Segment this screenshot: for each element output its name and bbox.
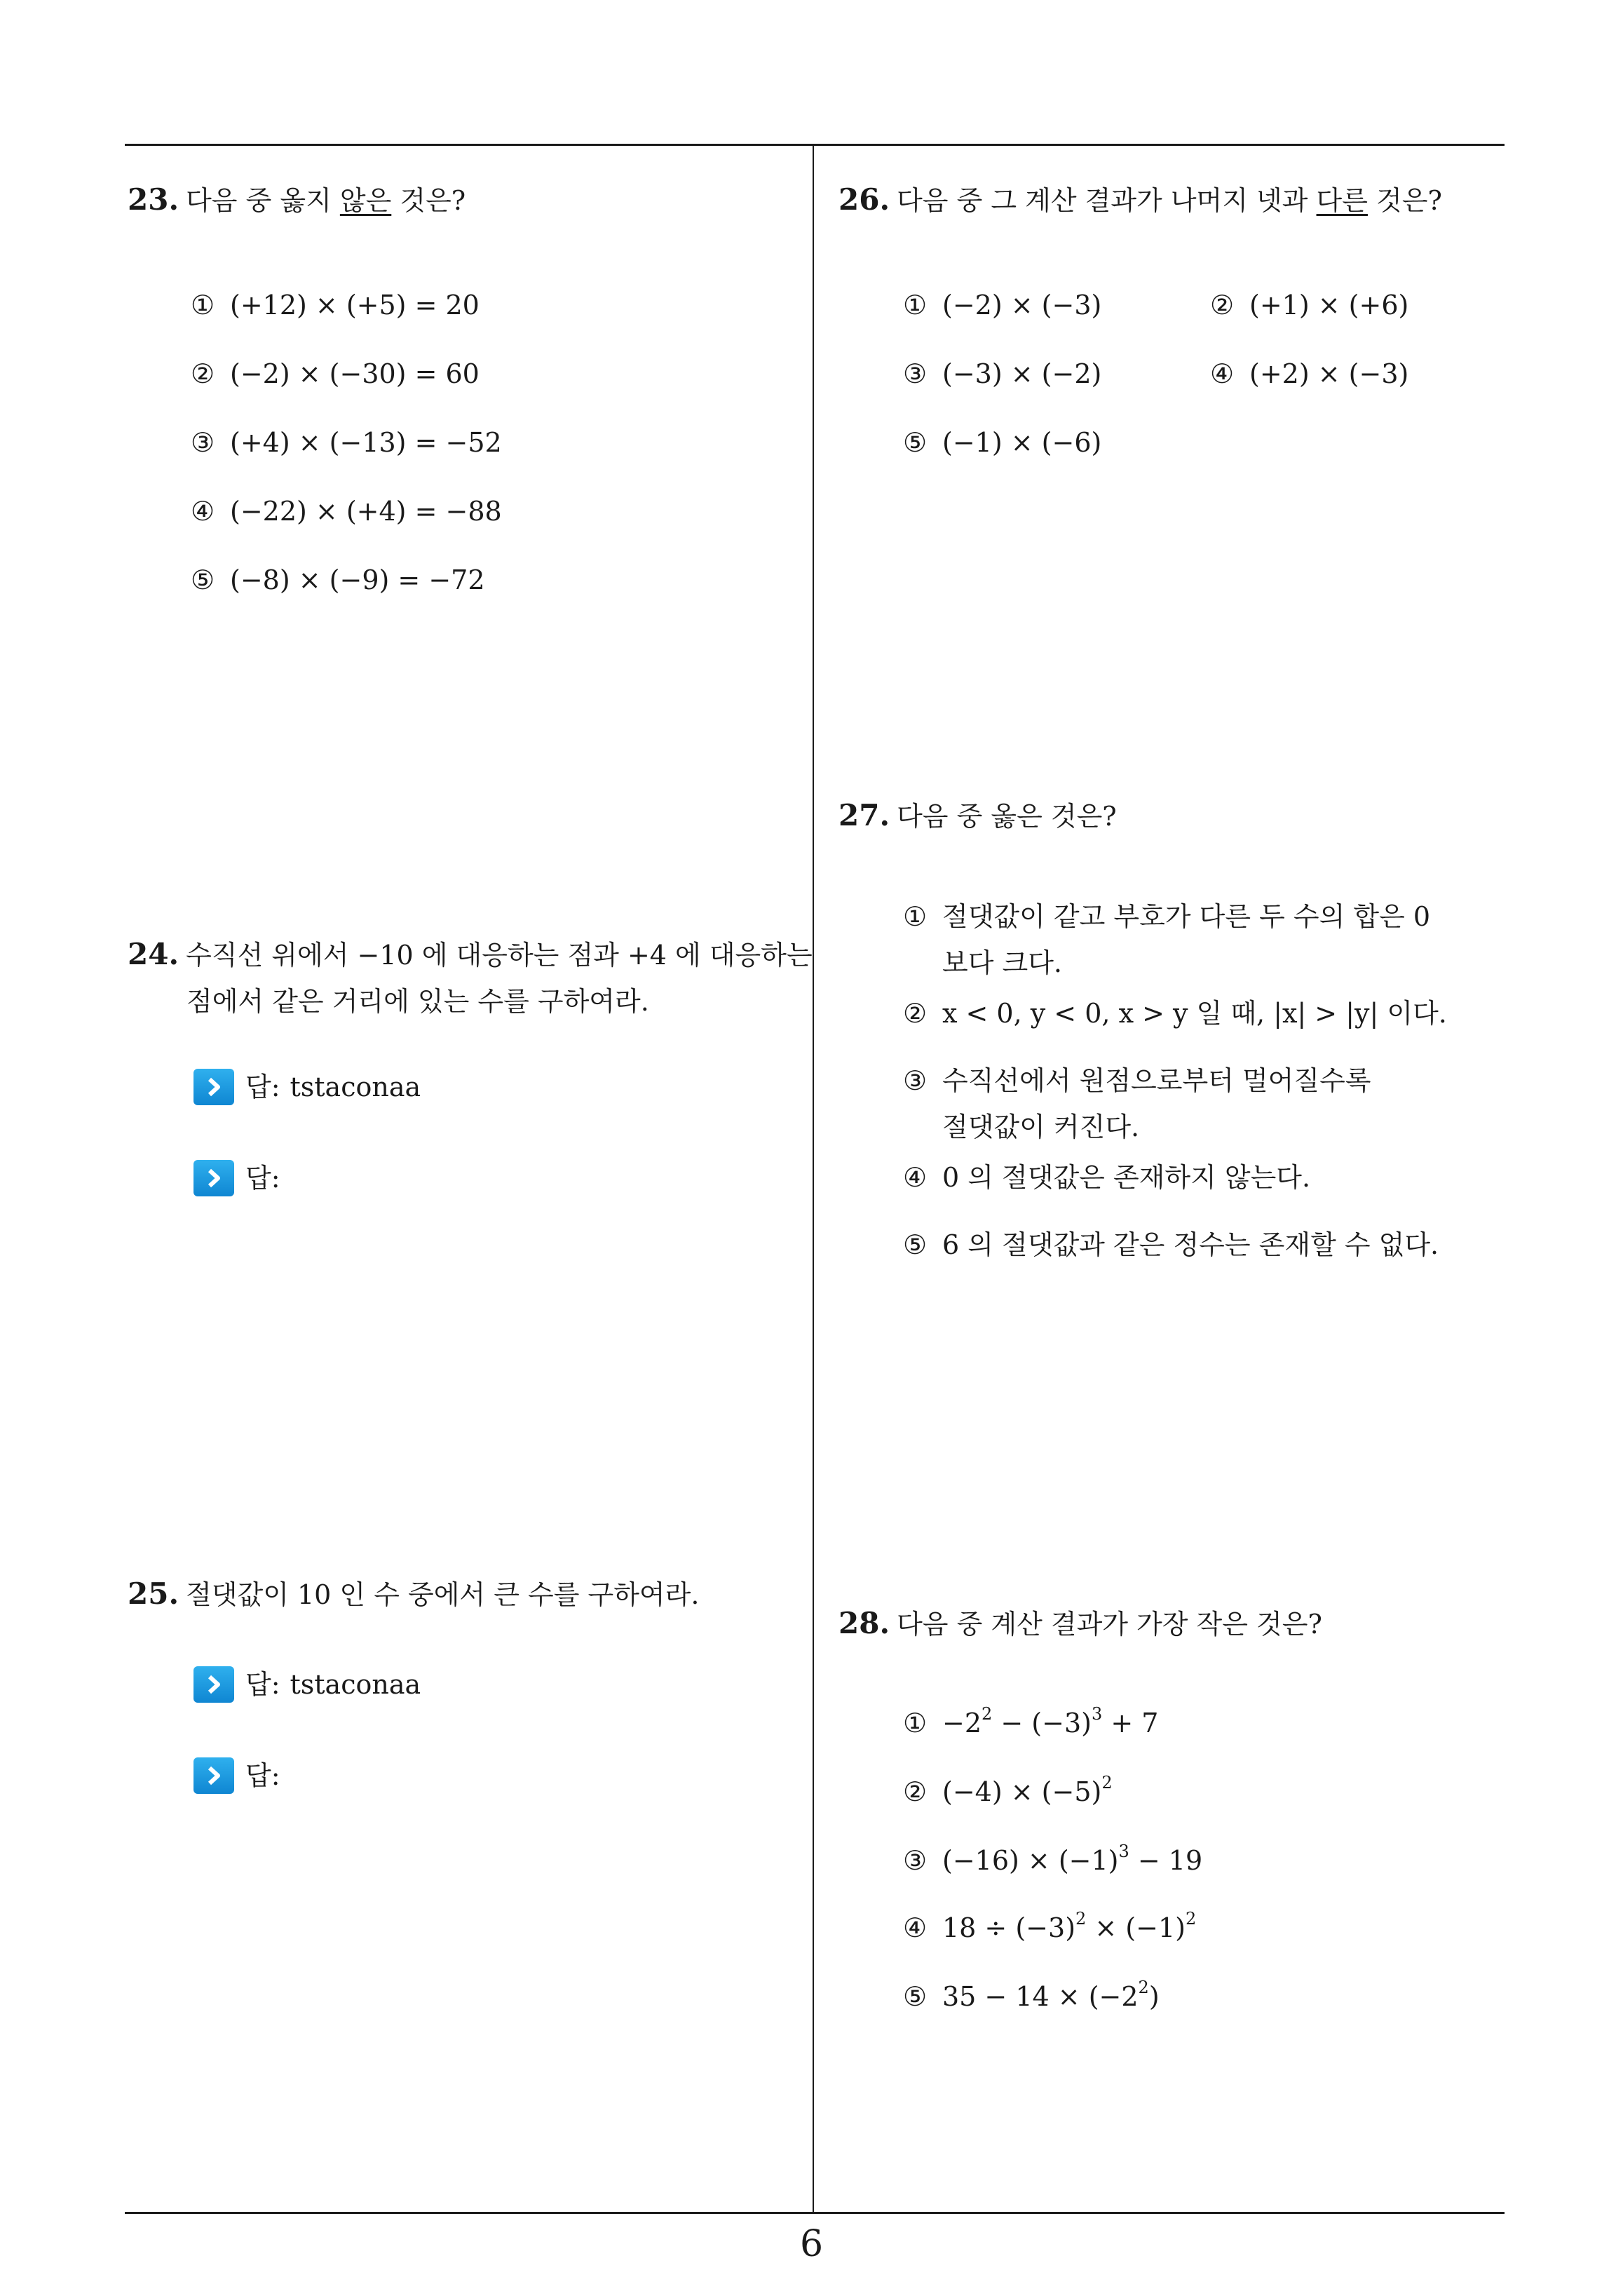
question-number: 24.: [128, 937, 179, 971]
q28-option-1[interactable]: ① $-2^2 - (-3)^3 + 7$: [903, 1704, 1159, 1738]
question-number: 28.: [838, 1606, 890, 1640]
q23-option-2[interactable]: ② (−2) × (−30) = 60: [191, 358, 480, 389]
question-text: 절댓값이 10 인 수 중에서 큰 수를 구하여라.: [186, 1579, 700, 1610]
answer-value: tstaconaa: [290, 1072, 421, 1102]
question-text: 다음 중 옳지: [186, 185, 340, 216]
q23-option-1[interactable]: ① (+12) × (+5) = 20: [191, 290, 480, 320]
question-28: [838, 1600, 1322, 1647]
column-divider: [813, 145, 814, 2213]
q27-option-1[interactable]: ① 절댓값이 같고 부호가 다른 두 수의 합은 0 보다 크다.: [903, 901, 1431, 978]
question-text: 다음 중 그 계산 결과가 나머지 넷과: [897, 185, 1317, 216]
q26-option-1[interactable]: ① (−2) × (−3): [903, 290, 1102, 320]
answer-label: 답:: [245, 1072, 280, 1102]
q28-option-4[interactable]: ④ $18 \div (-3)^2 \times (-1)^2$: [903, 1909, 1197, 1943]
header-rule: [125, 144, 1505, 146]
q28-option-3[interactable]: ③ $(-16) \times (-1)^3 - 19$: [903, 1842, 1203, 1876]
q26-option-5[interactable]: ⑤ (−1) × (−6): [903, 427, 1102, 458]
answer-label: 답:: [245, 1760, 280, 1791]
q27-option-2[interactable]: ② x < 0, y < 0, x > y 일 때, |x| > |y| 이다.: [903, 998, 1447, 1029]
q27-option-3[interactable]: ③ 수직선에서 원점으로부터 멀어질수록 절댓값이 커진다.: [903, 1065, 1371, 1142]
q26-option-4[interactable]: ④ (+2) × (−3): [1210, 358, 1409, 389]
footer-rule: [125, 2212, 1505, 2214]
q25-answer-1[interactable]: [193, 1663, 421, 1706]
question-text: 다음 중 옳은 것은?: [897, 801, 1117, 832]
question-text-line2: 점에서 같은 거리에 있는 수를 구하여라.: [186, 986, 649, 1017]
chevron-right-icon: [193, 1069, 234, 1105]
question-text: 다음 중 계산 결과가 가장 작은 것은?: [897, 1609, 1322, 1640]
chevron-right-icon: [193, 1160, 234, 1196]
question-text: 수직선 위에서 −10 에 대응하는 점과 +4 에 대응하는: [186, 940, 813, 971]
page-number: 6: [799, 2223, 824, 2265]
question-25: [128, 1571, 699, 1618]
q23-option-4[interactable]: ④ (−22) × (+4) = −88: [191, 496, 502, 527]
question-27: [838, 792, 1117, 839]
question-emphasis: 다른: [1316, 185, 1368, 216]
q23-option-5[interactable]: ⑤ (−8) × (−9) = −72: [191, 565, 485, 595]
q24-answer-2[interactable]: [193, 1157, 290, 1199]
question-26: [838, 177, 1442, 224]
question-text-end: 것은?: [1367, 185, 1442, 216]
question-number: 25.: [128, 1576, 179, 1611]
q23-option-3[interactable]: ③ (+4) × (−13) = −52: [191, 427, 502, 458]
question-emphasis: 않은: [339, 185, 392, 216]
q24-answer-1[interactable]: [193, 1066, 421, 1108]
answer-label: 답:: [245, 1669, 280, 1700]
question-text-end: 것은?: [391, 185, 466, 216]
q26-option-3[interactable]: ③ (−3) × (−2): [903, 358, 1102, 389]
question-24: [128, 931, 813, 1025]
chevron-right-icon: [193, 1666, 234, 1703]
q28-option-2[interactable]: ② $(-4) \times (-5)^2$: [903, 1773, 1113, 1807]
q26-option-2[interactable]: ② (+1) × (+6): [1210, 290, 1409, 320]
question-number: 27.: [838, 798, 890, 832]
question-23: [128, 177, 466, 224]
q27-option-4[interactable]: ④ 0 의 절댓값은 존재하지 않는다.: [903, 1162, 1311, 1193]
q28-option-5[interactable]: ⑤ $35 - 14 \times (-2^2)$: [903, 1978, 1160, 2012]
question-number: 26.: [838, 182, 890, 217]
answer-label: 답:: [245, 1163, 280, 1194]
question-number: 23.: [128, 182, 179, 217]
q25-answer-2[interactable]: [193, 1755, 290, 1797]
answer-value: tstaconaa: [290, 1669, 421, 1700]
chevron-right-icon: [193, 1757, 234, 1794]
q27-option-5[interactable]: ⑤ 6 의 절댓값과 같은 정수는 존재할 수 없다.: [903, 1229, 1439, 1260]
